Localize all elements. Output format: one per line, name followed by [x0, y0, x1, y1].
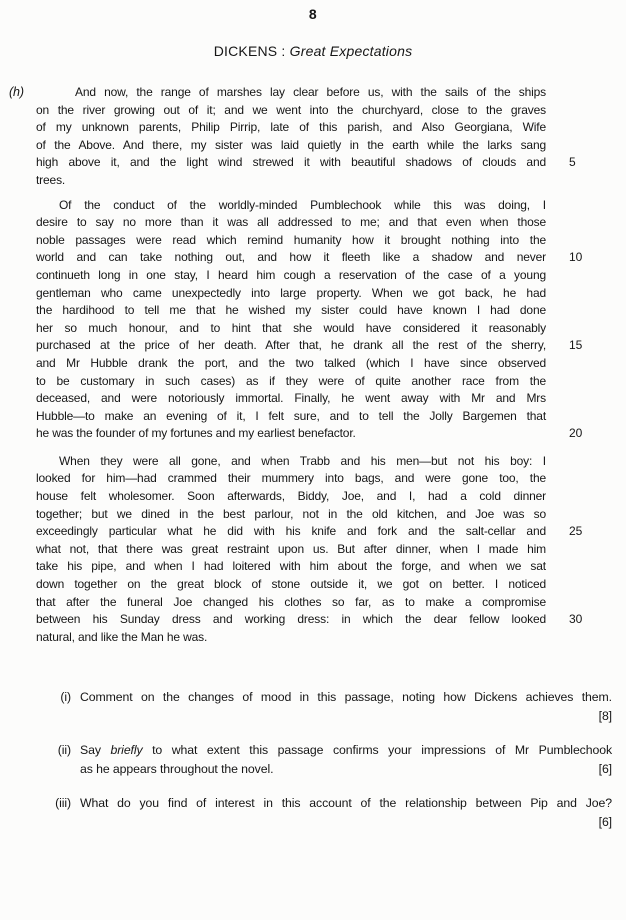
passage-line — [36, 488, 546, 506]
passage-line — [36, 541, 546, 559]
passage-line — [36, 629, 546, 647]
passage-line-text: to be customary in such cases) as if they were of quite another race from the — [36, 373, 546, 388]
passage-line-text: down together on the great block of stone outside it, we got on better. I noticed — [36, 577, 546, 592]
passage-line-text: desire to say no more than it was all addressed to me; and that even when those — [36, 215, 546, 230]
passage-line-text: continueth long in one stay, I heard him cough a reservation of the case of a young — [36, 267, 546, 282]
passage-line-text: exceedingly particular what he did with his knife and fork and the salt-cellar and — [36, 524, 546, 539]
question-i — [40, 688, 612, 726]
passage-line-text: When they were all gone, and when Trabb and his men—but not his boy: I — [59, 453, 546, 468]
passage-line-text: that after the funeral Joe changed his clothes so far, as to make a compromise — [36, 594, 546, 609]
passage-line — [36, 523, 583, 541]
passage-line-text: her so much honour, and to hint that she would have considered it reasonably — [36, 320, 546, 335]
passage-line — [36, 611, 583, 629]
paragraph-3 — [36, 453, 583, 647]
passage-label: (h) — [9, 85, 24, 99]
passage-line — [36, 506, 546, 524]
title-author: DICKENS — [213, 43, 278, 59]
question-text-part: Say — [80, 743, 111, 758]
passage-line — [36, 285, 546, 303]
passage-line — [36, 558, 546, 576]
passage-line-text: Of the conduct of the worldly-minded Pumblechook while this was doing, I — [59, 197, 546, 212]
paragraph-2 — [36, 197, 583, 443]
passage-line — [36, 249, 583, 267]
passage-line — [36, 172, 546, 190]
passage-line — [36, 470, 546, 488]
passage-line-text: what not, that there was great restraint upon us. But after dinner, when I made him — [36, 541, 546, 556]
question-text — [80, 741, 612, 760]
question-content — [80, 741, 612, 779]
passage-line-text: he was the founder of my fortunes and my earliest benefactor. — [36, 426, 356, 441]
passage-line-text: of the Above. And there, my sister was laid quietly in the earth while the larks sang — [36, 137, 546, 152]
question-text: Comment on the changes of mood in this passage, noting how Dickens achieves them. — [80, 690, 612, 705]
question-text-italic: briefly — [110, 743, 143, 758]
passage-line — [36, 453, 546, 471]
title-separator: : — [277, 43, 290, 59]
passage-line-text: purchased at the price of her death. After that, he drank all the rest of the sherry, — [36, 338, 546, 353]
passage — [9, 84, 583, 646]
question-mark: [6] — [598, 762, 612, 777]
passage-line — [36, 337, 583, 355]
passage-line-text: and Mr Hubble drank the port, and the two talked (which I have since observed — [36, 355, 546, 370]
passage-line-text: gentleman who came unexpectedly into large property. When we got back, he had — [36, 285, 546, 300]
passage-line-text: on the river growing out of it; and we went into the churchyard, close to the graves — [36, 102, 546, 117]
passage-line — [36, 102, 546, 120]
question-mark-line — [80, 813, 612, 832]
paragraph-1 — [36, 84, 576, 190]
passage-line — [36, 137, 546, 155]
question-iii — [40, 794, 612, 832]
question-text: What do you find of interest in this account of the relationship between Pip and Joe? — [80, 796, 612, 811]
passage-line-text: natural, and like the Man he was. — [36, 629, 208, 644]
passage-line-text: take his pipe, and when I had loitered with him about the forge, and when we sat — [36, 559, 546, 574]
question-ii — [40, 741, 612, 779]
question-mark: [6] — [598, 815, 612, 830]
question-text-part: to what extent this passage confirms your impressions of Mr Pumblechook — [142, 743, 612, 758]
passage-line — [36, 197, 546, 215]
passage-line — [36, 594, 546, 612]
passage-line-text: deceased, and were notoriously immortal. Finally, he went away with Mr and Mrs — [36, 391, 546, 406]
questions-section — [40, 688, 612, 832]
passage-line — [36, 154, 576, 172]
question-label: (iii) — [55, 796, 71, 811]
passage-line — [36, 119, 546, 137]
question-content — [80, 688, 612, 726]
title-work: Great Expectations — [289, 43, 413, 59]
passage-line-text: looked for him—had crammed their mummery into bags, and were gone too, the — [36, 471, 546, 486]
question-mark: [8] — [598, 709, 612, 724]
line-number: 10 — [569, 250, 583, 265]
page-number: 8 — [308, 6, 318, 22]
passage-line — [36, 232, 546, 250]
line-number: 5 — [569, 155, 576, 170]
passage-line-text: noble passages were read which remind humanity how it brought nothing into the — [36, 232, 546, 247]
passage-line — [36, 355, 546, 373]
passage-line-text: world and can take nothing out, and how it fleeth like a shadow and never — [36, 250, 546, 265]
passage-line — [36, 302, 546, 320]
passage-line — [36, 408, 546, 426]
line-number: 25 — [569, 524, 583, 539]
question-mark-line — [80, 707, 612, 726]
passage-line-text: together; but we dined in the best parlour, not in the old kitchen, and Joe was so — [36, 506, 546, 521]
passage-line-text: And now, the range of marshes lay clear before us, with the sails of the ships — [75, 85, 546, 99]
question-content — [80, 794, 612, 832]
line-number: 30 — [569, 612, 583, 627]
passage-line — [36, 390, 546, 408]
question-label: (i) — [60, 690, 71, 705]
document-title — [0, 43, 626, 59]
passage-line — [36, 267, 546, 285]
passage-line-text: high above it, and the light wind strewed it with beautiful shadows of clouds and — [36, 155, 546, 170]
passage-line — [36, 214, 546, 232]
passage-line — [36, 84, 546, 102]
question-label: (ii) — [57, 743, 71, 758]
question-text-line2 — [80, 760, 612, 779]
passage-line-text: Hubble—to make an evening of it, I felt sure, and to tell the Jolly Bargemen that — [36, 408, 546, 423]
passage-line-text: of my unknown parents, Philip Pirrip, late of this parish, and Also Georgiana, Wife — [36, 120, 546, 135]
line-number: 20 — [569, 426, 583, 441]
passage-line-text: trees. — [36, 172, 66, 187]
passage-line — [36, 576, 546, 594]
passage-line-text: the hardihood to tell me that he wished my sister could have known I had done — [36, 303, 546, 318]
question-text-part: as he appears throughout the novel. — [80, 762, 274, 777]
passage-line — [36, 320, 546, 338]
passage-line-text: house felt wholesomer. Soon afterwards, Biddy, Joe, and I, had a cold dinner — [36, 489, 546, 504]
passage-line — [36, 425, 583, 443]
passage-line-text: between his Sunday dress and working dress: in which the dear fellow looked — [36, 612, 546, 627]
passage-line — [36, 373, 546, 391]
line-number: 15 — [569, 338, 583, 353]
